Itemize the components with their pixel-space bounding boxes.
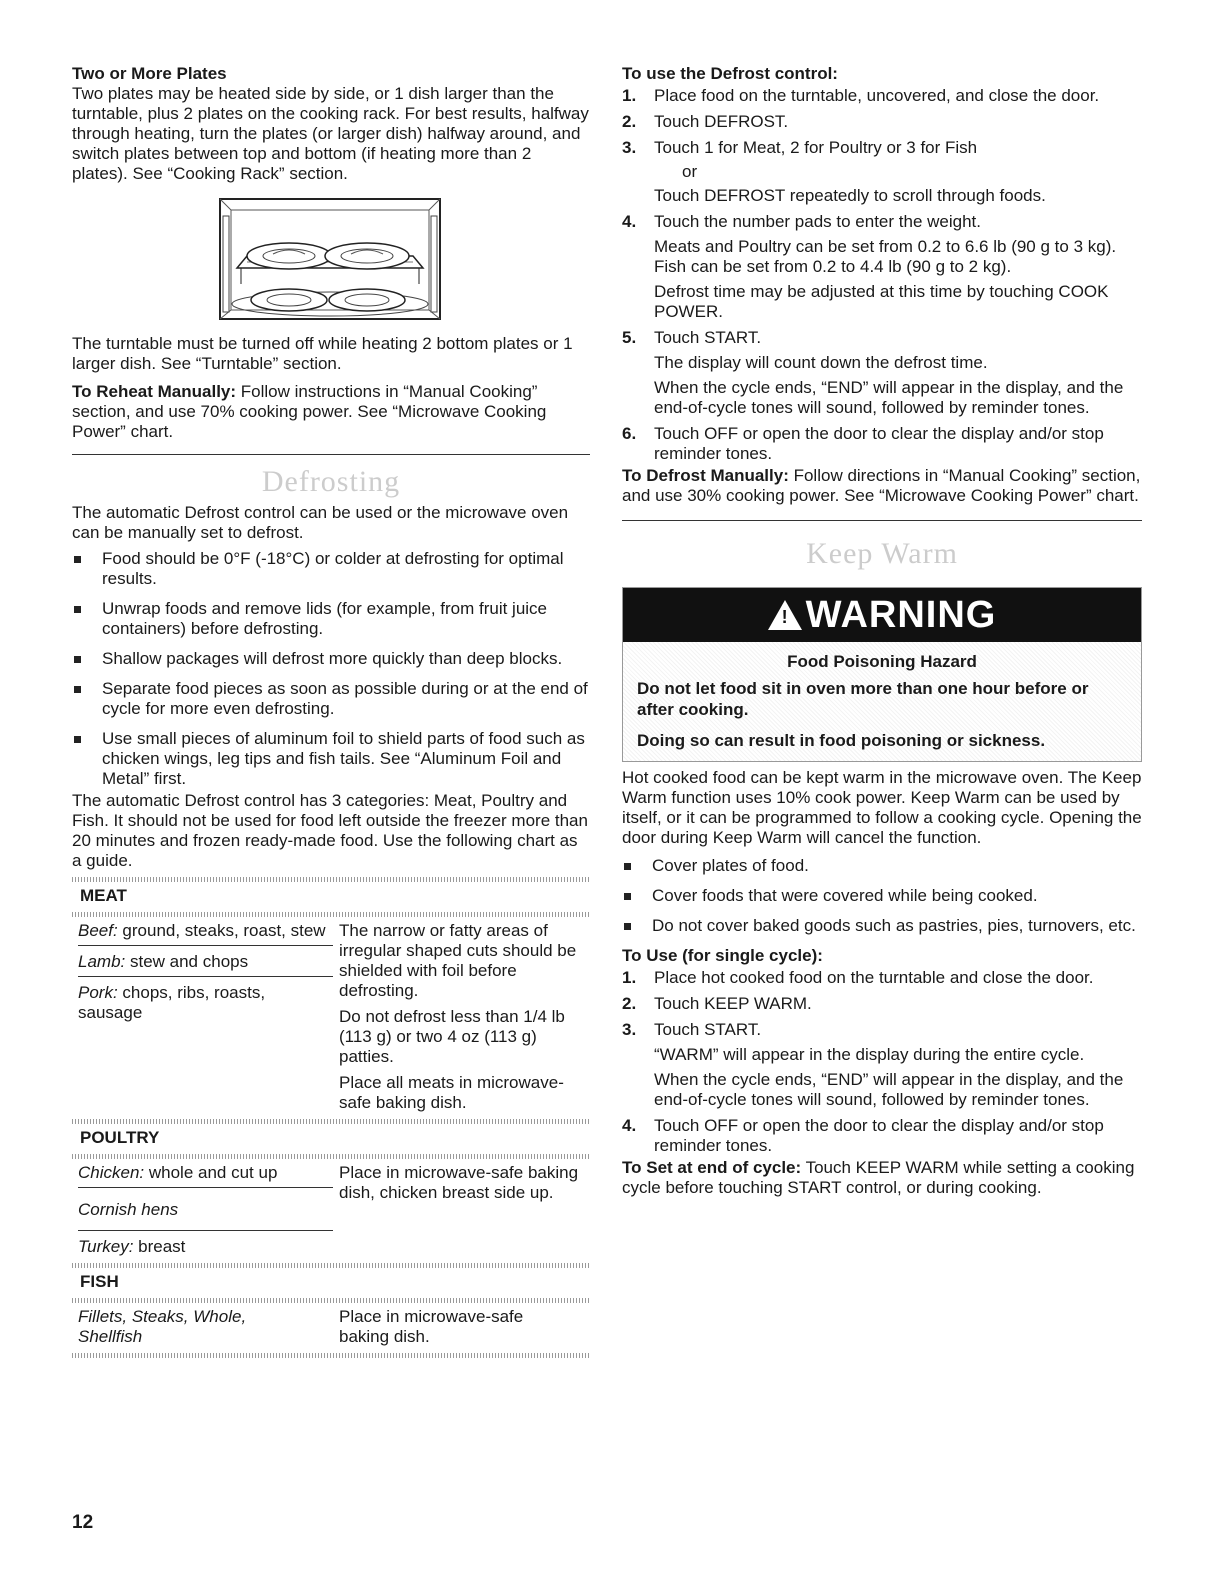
bullet-icon — [74, 606, 81, 613]
keep-warm-steps — [622, 968, 1142, 1156]
fish-items: Fillets, Steaks, Whole, Shellfish — [78, 1307, 247, 1346]
warning-box — [622, 587, 1142, 762]
step-4: 4. Touch the number pads to enter the weight. Meats and Poultry can be set from 0.2 to 6.6 lb (90 g to 3 kg). Fish can be set from 0.2 to 4.4 lb (90 g to 2 kg). Defrost time may be adjusted at this time by touching COOK POWER. — [622, 212, 1117, 321]
warning-line-2: Doing so can result in food poisoning or sickness. — [637, 731, 1046, 750]
single-cycle-heading: To Use (for single cycle): — [622, 946, 823, 965]
section-divider — [72, 454, 590, 455]
defrost-steps — [622, 86, 1142, 464]
defrost-intro: The automatic Defrost control can be used or the microwave oven can be manually set to defrost. — [72, 503, 569, 542]
meat-heading: MEAT — [80, 886, 127, 905]
plates-heading: Two or More Plates — [72, 64, 227, 83]
keep-warm-title: Keep Warm — [806, 537, 958, 570]
list-item: Separate food pieces as soon as possible during or at the end of cycle for more even defrosting. — [72, 679, 590, 719]
reheat-label: To Reheat Manually: — [72, 382, 237, 401]
chicken-row: Chicken: whole and cut up — [78, 1163, 333, 1188]
fish-note: Place in microwave-safe baking dish. — [339, 1307, 524, 1346]
end-of-cycle-paragraph: To Set at end of cycle: Touch KEEP WARM while setting a cooking cycle before touching START control, or during cooking. — [622, 1158, 1135, 1197]
turkey-row: Turkey: breast — [78, 1237, 186, 1256]
warning-triangle-icon: ! — [768, 600, 802, 630]
page-number: 12 — [72, 1512, 94, 1533]
step-4: 4. Touch OFF or open the door to clear the display and/or stop reminder tones. — [622, 1116, 1104, 1155]
turntable-text: The turntable must be turned off while heating 2 bottom plates or 1 larger dish. See “Turntable” section. — [72, 334, 573, 373]
categories-text: The automatic Defrost control has 3 categories: Meat, Poultry and Fish. It should not be used for food left outside the freezer more than 20 minutes and frozen ready-made food. Use the following chart as a guide. — [72, 791, 588, 870]
warning-title: WARNING — [805, 593, 997, 636]
chart-rule — [72, 1353, 590, 1358]
lamb-row: Lamb: stew and chops — [78, 952, 333, 977]
defrosting-title: Defrosting — [261, 465, 401, 498]
list-item: Cover plates of food. — [622, 856, 1142, 876]
bullet-icon — [74, 556, 81, 563]
step-3: 3. Touch START. “WARM” will appear in the display during the entire cycle. When the cycle ends, “END” will appear in the display, and the end-of-cycle tones will sound, followed by reminder tones. — [622, 1020, 1124, 1109]
step-2: 2. Touch DEFROST. — [622, 112, 789, 131]
meat-table — [72, 921, 590, 1113]
warning-hazard: Food Poisoning Hazard — [787, 652, 977, 671]
keep-warm-bullets — [622, 856, 1142, 936]
warning-line-1: Do not let food sit in oven more than one hour before or after cooking. — [637, 679, 1089, 719]
bullet-icon — [74, 656, 81, 663]
list-item: Food should be 0°F (-18°C) or colder at defrosting for optimal results. — [72, 549, 590, 589]
chart-rule — [72, 1154, 590, 1159]
reheat-paragraph — [72, 382, 590, 442]
step-2: 2. Touch KEEP WARM. — [622, 994, 812, 1013]
chart-rule — [72, 1298, 590, 1303]
list-item: Unwrap foods and remove lids (for example, from fruit juice containers) before defrosting. — [72, 599, 590, 639]
fish-heading: FISH — [80, 1272, 119, 1291]
right-column — [622, 64, 1142, 1198]
meat-note-1: The narrow or fatty areas of irregular shaped cuts should be shielded with foil before defrosting. — [339, 921, 577, 1000]
list-item: Shallow packages will defrost more quickly than deep blocks. — [72, 649, 590, 669]
cooking-rack-illustration — [217, 196, 443, 322]
step-5: 5. Touch START. The display will count down the defrost time. When the cycle ends, “END” will appear in the display, and the end-of-cycle tones will sound, followed by reminder tones. — [622, 328, 1124, 417]
chart-rule — [72, 1119, 590, 1124]
bullet-icon — [624, 923, 631, 930]
poultry-table — [72, 1163, 590, 1257]
beef-row: Beef: ground, steaks, roast, stew — [78, 921, 333, 946]
left-column — [72, 64, 590, 1362]
bullet-icon — [74, 736, 81, 743]
meat-note-3: Place all meats in microwave-safe baking dish. — [339, 1073, 564, 1112]
fish-table — [72, 1307, 590, 1347]
chart-rule — [72, 912, 590, 917]
list-item: Do not cover baked goods such as pastries, pies, turnovers, etc. — [622, 916, 1142, 936]
keep-warm-text: Hot cooked food can be kept warm in the microwave oven. The Keep Warm function uses 10% cook power. Keep Warm can be used by itself, or it can be programmed to follow a cooking cycle. Opening the door during Keep Warm will cancel the function. — [622, 768, 1142, 847]
defrost-chart — [72, 877, 590, 1358]
defrost-bullets — [72, 549, 590, 789]
list-item: Cover foods that were covered while being cooked. — [622, 886, 1142, 906]
meat-note-2: Do not defrost less than 1/4 lb (113 g) or two 4 oz (113 g) patties. — [339, 1007, 565, 1066]
chart-rule — [72, 877, 590, 882]
step-1: 1. Place food on the turntable, uncovered, and close the door. — [622, 86, 1100, 105]
step-1: 1. Place hot cooked food on the turntable and close the door. — [622, 968, 1094, 987]
list-item: Use small pieces of aluminum foil to shield parts of food such as chicken wings, leg tips and fish tails. See “Aluminum Foil and Metal” first. — [72, 729, 590, 789]
poultry-note: Place in microwave-safe baking dish, chicken breast side up. — [339, 1163, 579, 1202]
bullet-icon — [74, 686, 81, 693]
section-divider — [622, 520, 1142, 521]
warning-banner — [623, 588, 1141, 642]
step-6: 6. Touch OFF or open the door to clear the display and/or stop reminder tones. — [622, 424, 1104, 463]
poultry-heading: POULTRY — [80, 1128, 160, 1147]
cornish-row: Cornish hens — [78, 1194, 333, 1231]
bullet-icon — [624, 863, 631, 870]
step-3: 3. Touch 1 for Meat, 2 for Poultry or 3 for Fish or Touch DEFROST repeatedly to scroll through foods. — [622, 138, 1046, 205]
reheat-text: Follow instructions in “Manual Cooking” section, and use 70% cooking power. See “Microwave Cooking Power” chart. — [72, 382, 547, 441]
pork-row: Pork: chops, ribs, roasts, sausage — [78, 983, 266, 1022]
plates-text: Two plates may be heated side by side, or 1 dish larger than the turntable, plus 2 plates on the cooking rack. For best results, halfway through heating, turn the plates (or larger dish) halfway around, and switch plates between top and bottom (if heating more than 2 plates). See “Cooking Rack” section. — [72, 84, 589, 183]
defrost-manually-paragraph: To Defrost Manually: Follow directions in “Manual Cooking” section, and use 30% cooking power. See “Microwave Cooking Power” chart. — [622, 466, 1141, 505]
defrost-use-heading: To use the Defrost control: — [622, 64, 838, 83]
bullet-icon — [624, 893, 631, 900]
chart-rule — [72, 1263, 590, 1268]
